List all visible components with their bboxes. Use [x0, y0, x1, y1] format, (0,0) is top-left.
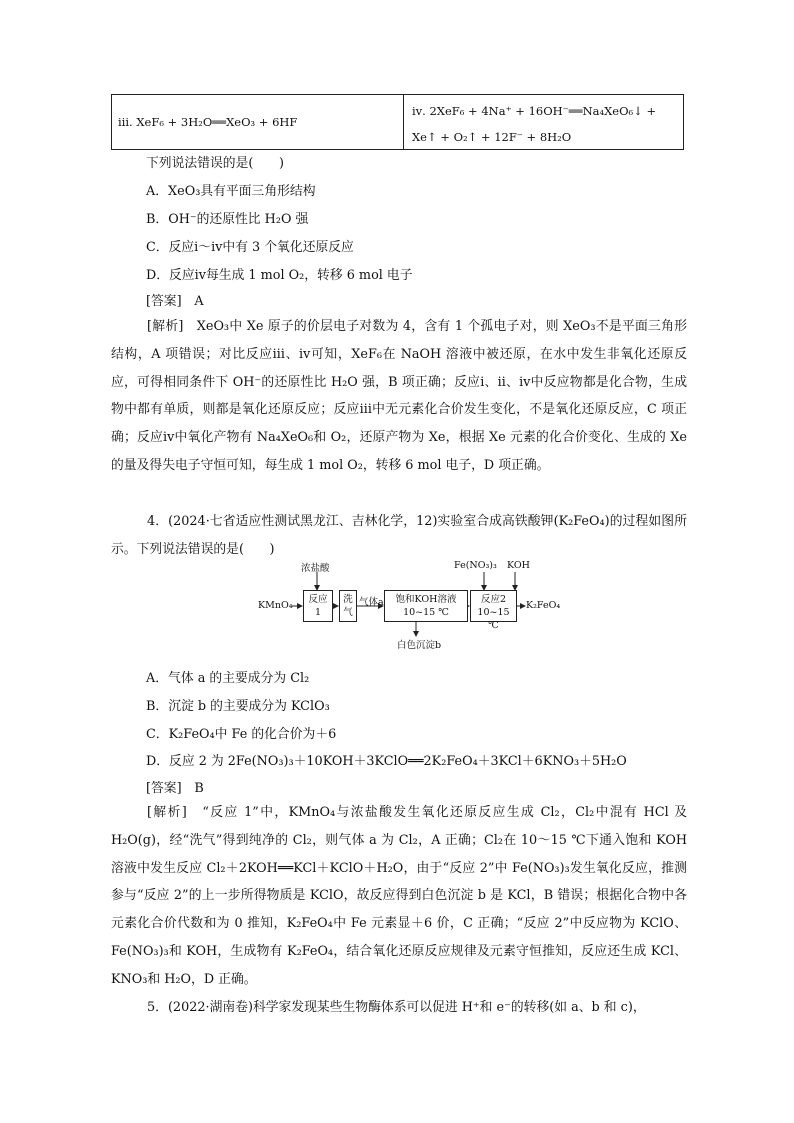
- q3-option-a: A．XeO₃具有平面三角形结构: [146, 184, 316, 199]
- flow-product-label: K₂FeO₄: [526, 600, 561, 611]
- q5-stem: 5．(2022·湖南卷)科学家发现某些生物酶体系可以促进 H⁺和 e⁻的转移(如 a、b 和 c)，: [147, 1000, 646, 1015]
- flow-reagent3-label: KOH: [507, 560, 530, 571]
- equation-table: [111, 94, 684, 150]
- flow-box3-line2: 10~15 ℃: [403, 607, 449, 618]
- flow-box-reaction2: [470, 590, 517, 631]
- q4-answer: [答案] B: [146, 781, 204, 796]
- flow-box3-line1: 饱和KOH溶液: [395, 594, 457, 605]
- q3-option-b: B．OH⁻的还原性比 H₂O 强: [146, 212, 309, 227]
- flow-box-gas-wash: [339, 590, 357, 622]
- q4-option-b: B．沉淀 b 的主要成分为 KClO₃: [146, 699, 330, 714]
- q4-option-d: D．反应 2 为 2Fe(NO₃)₃＋10KOH＋3KClO══2K₂FeO₄＋3KCl＋6KNO₃＋5H₂O: [146, 754, 627, 769]
- q4-option-a: A．气体 a 的主要成分为 Cl₂: [146, 671, 310, 686]
- equation-iii: ⅲ. XeF₆ + 3H₂O══XeO₃ + 6HF: [112, 95, 404, 149]
- q4-option-c: C．K₂FeO₄中 Fe 的化合价为＋6: [146, 727, 337, 742]
- q4-analysis: [解析] “反应 1”中，KMnO₄与浓盐酸发生氧化还原反应生成 Cl₂，Cl₂中混有 HCl 及 H₂O(g)，经“洗气”得到纯净的 Cl₂，则气体 a 为 Cl₂，A 正确；Cl₂在 10～15 ℃下通入饱和 KOH 溶液中发生反应 Cl₂＋2KOH══KCl＋KClO＋H₂O，由于“反应 2”中 Fe(NO₃)₃发生氧化反应，推测参与“反应 2”的上一步所得物质是 KClO，故反应得到白色沉淀 b 是 KCl，B 错误；根据化合物中各元素化合价代数和为 0 推知，K₂FeO₄中 Fe 元素显＋6 价，C 正确；“反应 2”中反应物为 KClO、Fe(NO₃)₃和 KOH，生成物有 K₂FeO₄，结合氧化还原反应规律及元素守恒推知，反应还生成 KCl、KNO₃和 H₂O，D 正确。: [111, 805, 687, 987]
- synthesis-flow-diagram: [258, 558, 561, 658]
- flow-start-label: KMnO₄: [258, 600, 293, 611]
- flow-box-reaction1: [303, 590, 333, 622]
- q3-answer: [答案] A: [146, 294, 204, 309]
- equation-iv: ⅳ. 2XeF₆ + 4Na⁺ + 16OH⁻══Na₄XeO₆↓ + Xe↑ + O₂↑ + 12F⁻ + 8H₂O: [412, 104, 657, 144]
- flow-box2-line2: 气: [343, 607, 353, 618]
- flow-box-koh-solution: [384, 590, 468, 622]
- q3-option-c: C．反应ⅰ～ⅳ中有 3 个氧化还原反应: [146, 240, 354, 255]
- flow-box4-line2: 10~15 ℃: [477, 607, 510, 631]
- flow-box1-line2: 1: [314, 607, 322, 618]
- q4-stem: 4．(2024·七省适应性测试黑龙江、吉林化学，12)实验室合成高铁酸钾(K₂FeO₄)的过程如图所示。下列说法错误的是( ): [111, 514, 687, 557]
- flow-box1-line1: 反应: [308, 594, 328, 605]
- q3-stem: 下列说法错误的是( ): [146, 156, 284, 171]
- flow-reagent2-label: Fe(NO₃)₃: [454, 560, 497, 571]
- flow-precipitate-label: 白色沉淀b: [397, 640, 442, 651]
- flow-reagent1-label: 浓盐酸: [301, 563, 330, 574]
- q3-option-d: D．反应ⅳ每生成 1 mol O₂，转移 6 mol 电子: [146, 268, 413, 283]
- flow-box4-line1: 反应2: [480, 594, 507, 605]
- flow-box2-line1: 洗: [343, 594, 353, 605]
- q3-analysis: [解析] XeO₃中 Xe 原子的价层电子对数为 4，含有 1 个孤电子对，则 XeO₃不是平面三角形结构，A 项错误；对比反应ⅲ、ⅳ可知，XeF₆在 NaOH 溶液中被还原，在水中发生非氧化还原反应，可得相同条件下 OH⁻的还原性比 H₂O 强，B 项正确；反应ⅰ、ⅱ、ⅳ中反应物都是化合物，生成物中都有单质，则都是氧化还原反应；反应ⅲ中无元素化合价发生变化，不是氧化还原反应，C 项正确；反应ⅳ中氧化产物有 Na₄XeO₆和 O₂，还原产物为 Xe，根据 Xe 元素的化合价变化、生成的 Xe 的量及得失电子守恒可知，每生成 1 mol O₂，转移 6 mol 电子，D 项正确。: [111, 319, 687, 473]
- flow-gas-label: 气体a: [359, 597, 384, 608]
